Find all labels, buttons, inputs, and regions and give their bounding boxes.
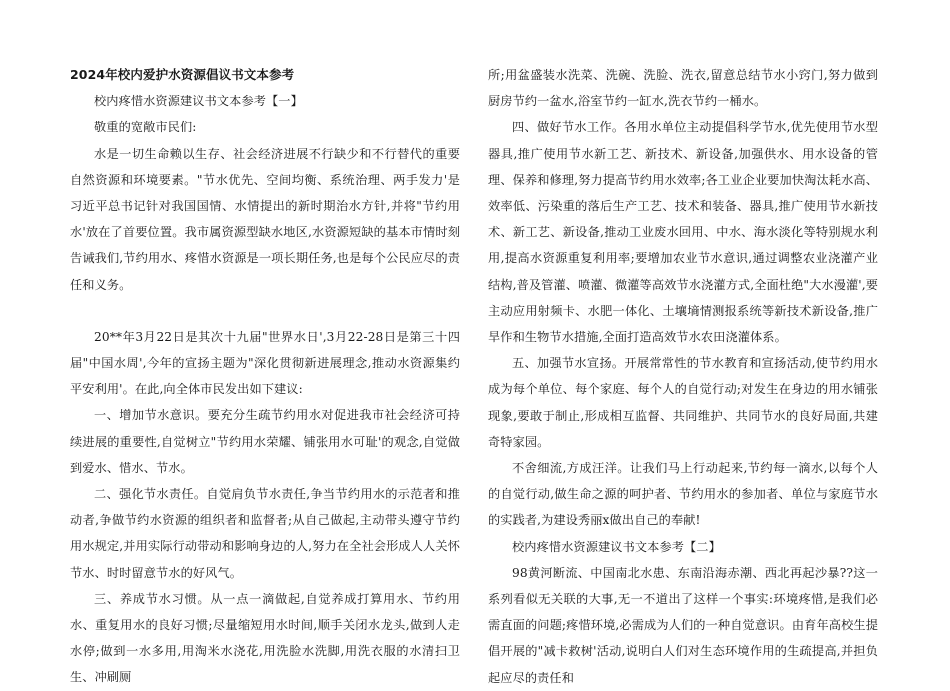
paragraph: 一、增加节水意识。要充分生疏节约用水对促进我市社会经济可持续进展的重要性,自觉树立"节约用水荣耀、铺张用水可耻'的观念,自觉做到爱水、惜水、节水。 (70, 408, 460, 475)
paragraph: 水是一切生命赖以生存、社会经济进展不行缺少和不行替代的重要自然资源和环境要素。"节水优先、空间均衡、系统治理、两手发力'是习近平总书记针对我国国情、水情提出的新时期治水方针,并将"节约用水'放在了首要位置。我市属资源型缺水地区,水资源短缺的基本市情时刻告诫我们,节约用水、疼惜水资源是一项长期任务,也是每个公民应尽的责任和义务。 (70, 146, 460, 292)
spacer (70, 298, 460, 324)
document-title: 2024年校内爱护水资源倡议书文本参考 (70, 67, 295, 82)
paragraph: 三、养成节水习惯。从一点一滴做起,自觉养成打算用水、节约用水、重复用水的良好习惯;尽量缩短用水时间,顺手关闭水龙头,做到人走水停;做到一水多用,用淘米水浇花,用洗脸水洗脚,用洗衣服的水清扫卫生、冲刷厕 (70, 591, 460, 685)
paragraph: 四、做好节水工作。各用水单位主动提倡科学节水,优先使用节水型器具,推广使用节水新工艺、新技术、新设备,加强供水、用水设备的管理、保养和修理,努力提高节约用水效率;各工业企业要加快淘汰耗水高、效率低、污染重的落后生产工艺、技术和装备、器具,推广使用节水新技术、新工艺、新设备,推动工业废水回用、中水、海水淡化等特别规水利用,提高水资源重复利用率;要增加农业节水意识,通过调整农业浇灌产业结构,普及管灌、喷灌、微灌等高效节水浇灌方式,全面杜绝"大水漫灌',要主动应用射频卡、水肥一体化、土壤墒情测报系统等新技术新设备,推广旱作和生物节水措施,全面打造高效节水农田浇灌体系。 (488, 120, 878, 345)
paragraph-continued: 所;用盆盛装水洗菜、洗碗、洗脸、洗衣,留意总结节水小窍门,努力做到厨房节约一盆水,浴室节约一缸水,洗衣节约一桶水。 (488, 68, 878, 109)
paragraph: 二、强化节水责任。自觉肩负节水责任,争当节约用水的示范者和推动者,争做节约水资源的组织者和监督者;从自己做起,主动带头遵守节约用水规定,并用实际行动带动和影响身边的人,努力在全社会形成人人关怀节水、时时留意节水的好风气。 (70, 487, 460, 580)
left-column (70, 62, 460, 691)
paragraph: 98黄河断流、中国南北水患、东南沿海赤潮、西北再起沙暴??这一系列看似无关联的大事,无一不道出了这样一个事实:环境疼惜,是我们必需直面的问题;疼惜环境,必需成为人们的一种自觉意识。由育年高校生提倡开展的"减卡救树'活动,说明白人们对生态环境作用的生疏提高,并担负起应尽的责任和 (488, 565, 878, 685)
section-heading: 校内疼惜水资源建议书文本参考【二】 (512, 539, 721, 554)
paragraph: 五、加强节水宣扬。开展常常性的节水教育和宣扬活动,使节约用水成为每个单位、每个家庭、每个人的自觉行动;对发生在身边的用水铺张现象,要敢于制止,形成相互监督、共同维护、共同节水的良好局面,共建奇特家园。 (488, 356, 878, 449)
right-column (488, 62, 878, 691)
salutation: 敬重的宽敞市民们: (94, 120, 197, 135)
section-heading: 校内疼惜水资源建议书文本参考【一】 (94, 94, 303, 109)
paragraph: 20**年3月22日是其次十九届"世界水日',3月22-28日是第三十四届"中国水周',今年的宣扬主题为"深化贯彻新进展理念,推动水资源集约平安利用'。在此,向全体市民发出如下建议: (70, 329, 460, 397)
paragraph: 不舍细流,方成汪洋。让我们马上行动起来,节约每一滴水,以每个人的自觉行动,做生命之源的呵护者、节约用水的参加者、单位与家庭节水的实践者,为建设秀丽x做出自己的奉献! (488, 461, 878, 528)
